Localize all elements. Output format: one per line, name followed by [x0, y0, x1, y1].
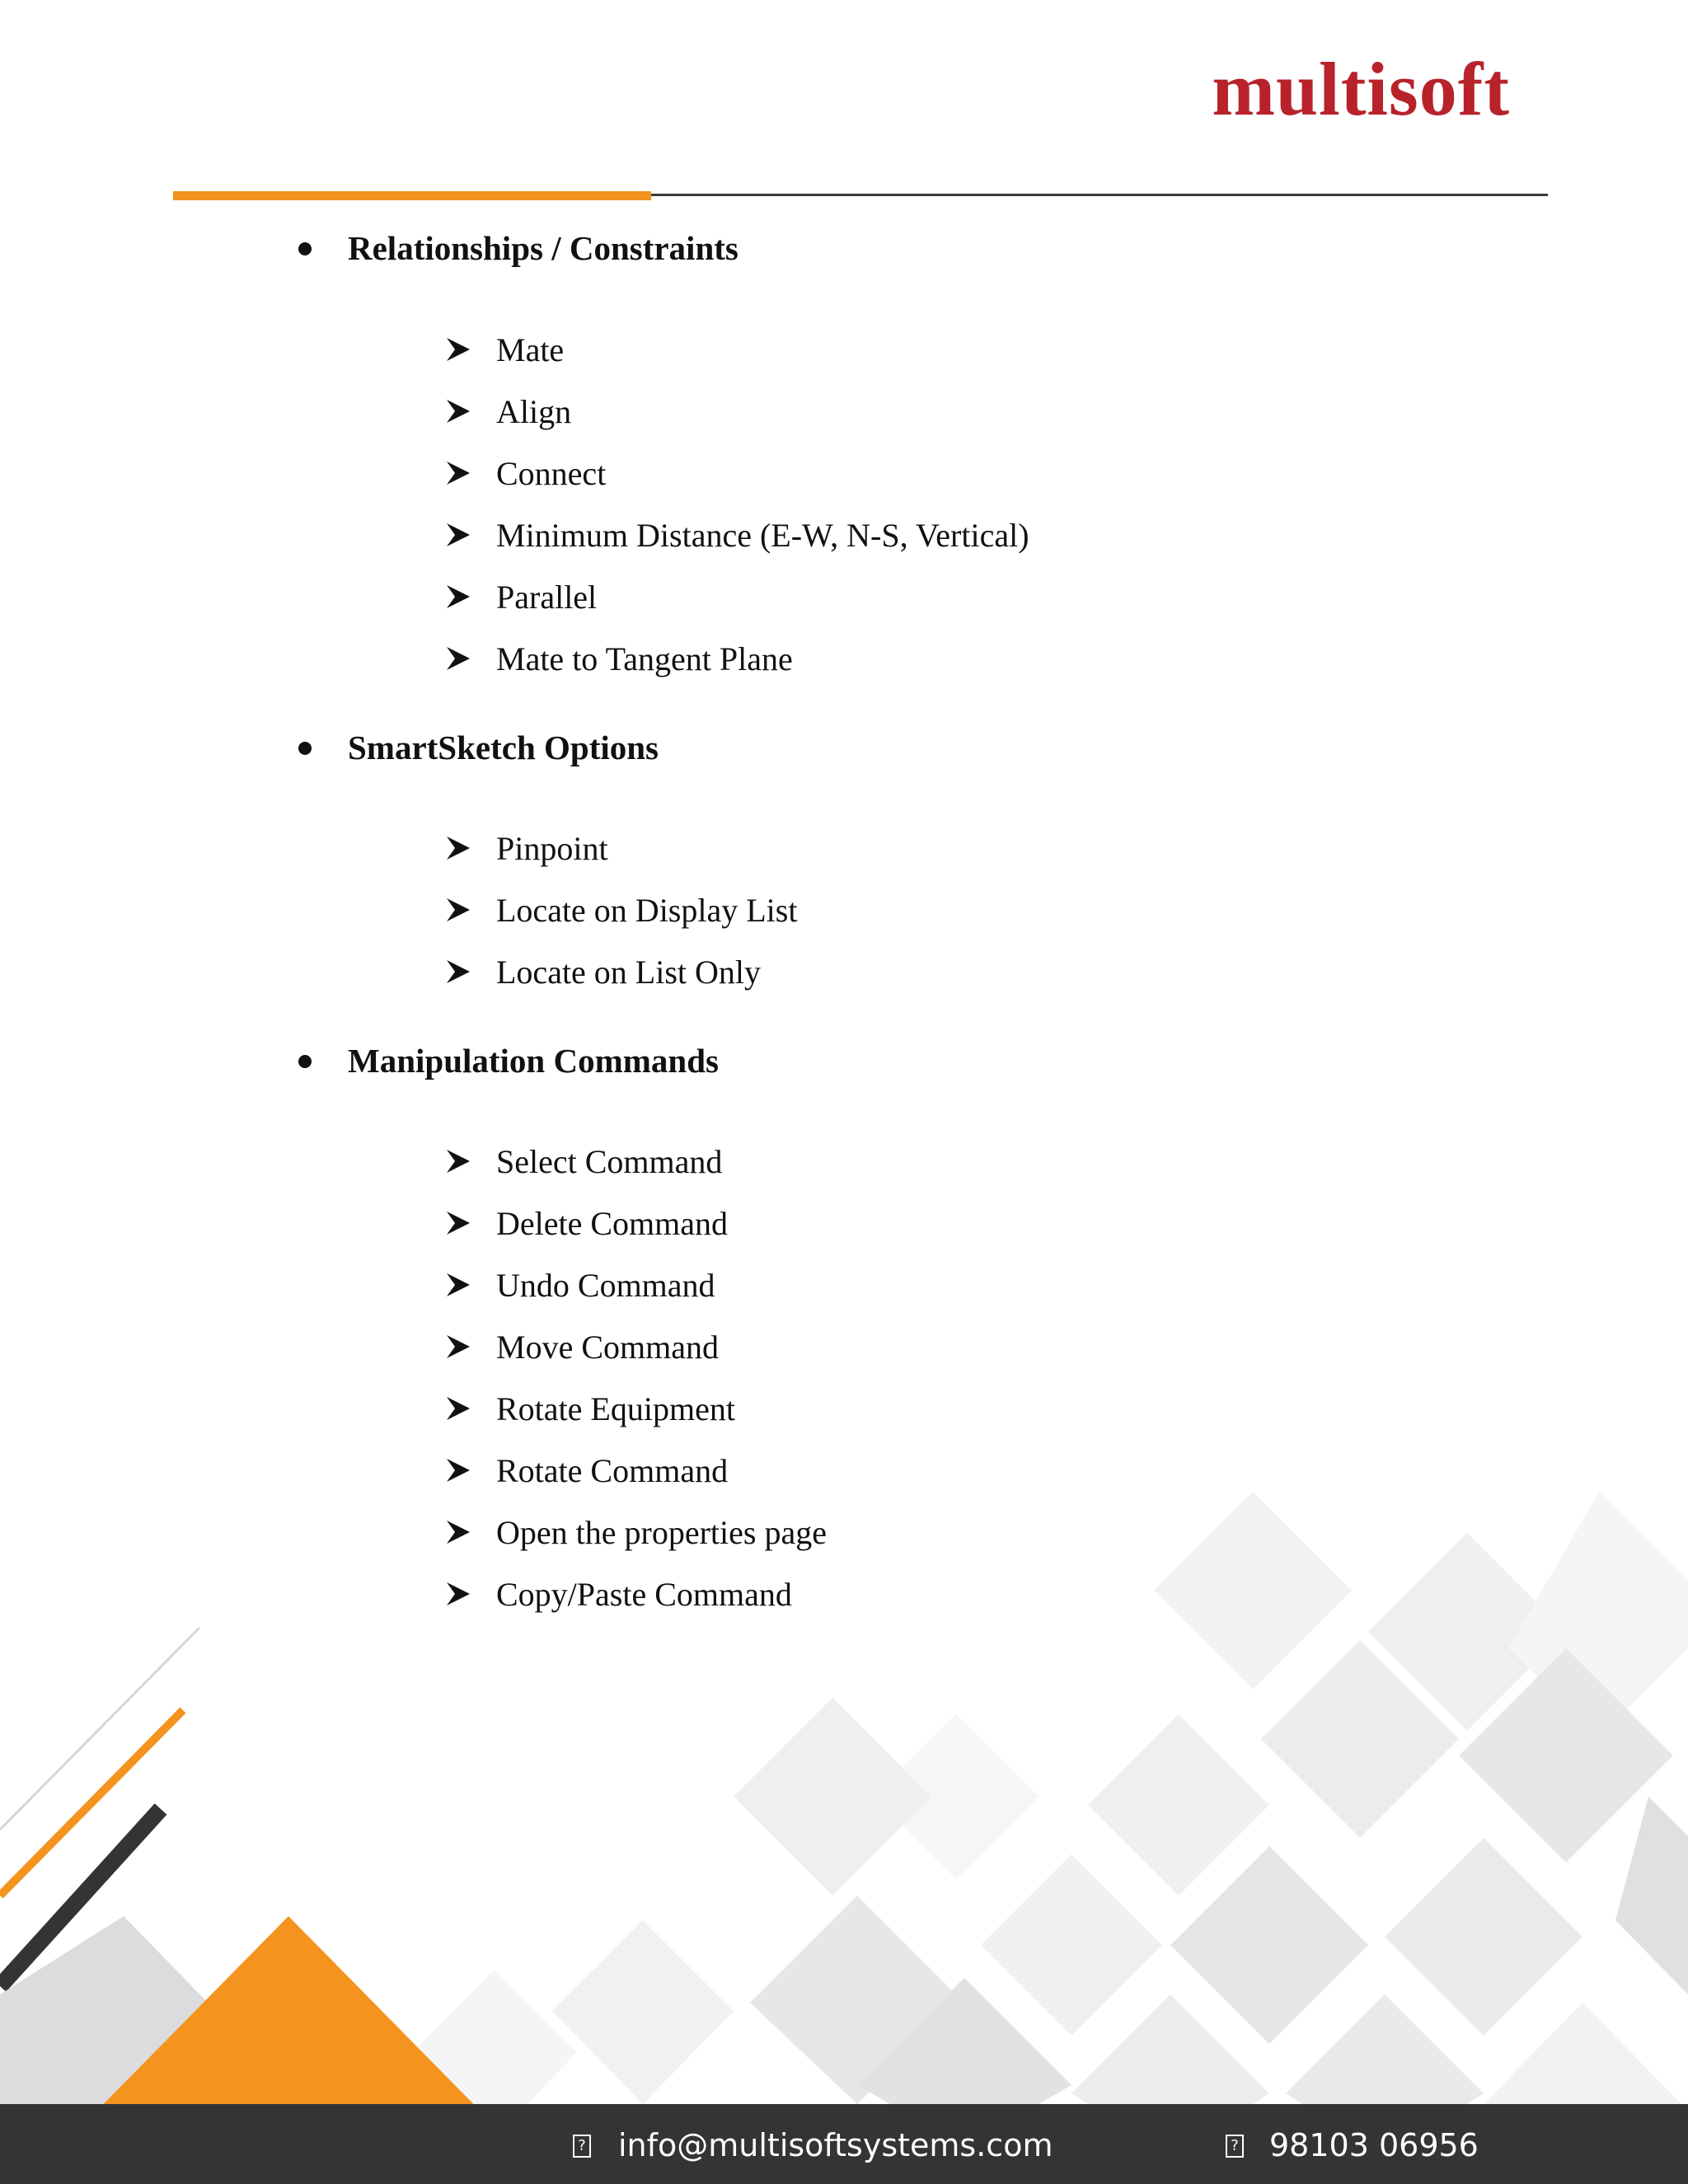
bullet-dot-icon	[298, 1055, 312, 1068]
arrowhead-bullet-icon	[445, 583, 471, 611]
arrowhead-bullet-icon	[445, 459, 471, 487]
list-item	[445, 824, 1517, 874]
list-item	[445, 1261, 1517, 1310]
section-heading: SmartSketch Options	[348, 729, 659, 766]
list-item	[445, 1446, 1517, 1496]
section-heading: Manipulation Commands	[348, 1042, 719, 1080]
arrowhead-bullet-icon	[445, 397, 471, 425]
arrowhead-bullet-icon	[445, 1580, 471, 1608]
list-item	[445, 1323, 1517, 1372]
arrowhead-bullet-icon	[445, 1333, 471, 1361]
list-item-label: Locate on List Only	[496, 954, 762, 991]
list-item-label: Rotate Equipment	[496, 1390, 735, 1427]
list-item	[445, 387, 1517, 437]
header-accent-bar	[173, 191, 651, 200]
list-item-label: Mate to Tangent Plane	[496, 640, 793, 677]
list-item-label: Align	[496, 393, 572, 430]
list-item	[445, 635, 1517, 684]
corner-stripes	[0, 1628, 199, 1986]
arrowhead-bullet-icon	[445, 1394, 471, 1422]
footer-email-link[interactable]: info@multisoftsystems.com	[618, 2127, 1053, 2163]
list-item	[445, 1570, 1517, 1619]
section-heading: Relationships / Constraints	[348, 229, 738, 267]
list-item-label: Pinpoint	[496, 830, 608, 867]
bullet-dot-icon	[298, 242, 312, 255]
list-item-label: Delete Command	[496, 1205, 729, 1242]
list-item-label: Connect	[496, 455, 607, 492]
arrowhead-bullet-icon	[445, 1518, 471, 1546]
list-item	[445, 573, 1517, 622]
list-item-label: Open the properties page	[496, 1514, 827, 1551]
list-item	[445, 948, 1517, 997]
arrowhead-bullet-icon	[445, 1456, 471, 1484]
list-item-label: Parallel	[496, 579, 598, 616]
list-item	[445, 1508, 1517, 1558]
arrowhead-bullet-icon	[445, 958, 471, 986]
list-item	[445, 1137, 1517, 1187]
arrowhead-bullet-icon	[445, 896, 471, 924]
bullet-dot-icon	[298, 742, 312, 755]
list-item	[445, 326, 1517, 375]
email-icon: ?	[573, 2135, 591, 2158]
phone-icon: ?	[1226, 2135, 1244, 2158]
multisoft-logo: multisoft	[1212, 47, 1510, 131]
list-item	[445, 1199, 1517, 1249]
list-item	[445, 511, 1517, 560]
arrowhead-bullet-icon	[445, 834, 471, 862]
list-item-label: Mate	[496, 331, 565, 368]
list-item-label: Rotate Command	[496, 1452, 729, 1489]
arrowhead-bullet-icon	[445, 1271, 471, 1299]
list-item-label: Minimum Distance (E-W, N-S, Vertical)	[496, 517, 1029, 554]
arrowhead-bullet-icon	[445, 1209, 471, 1237]
list-item-label: Locate on Display List	[496, 892, 798, 929]
list-item-label: Select Command	[496, 1143, 723, 1180]
arrowhead-bullet-icon	[445, 521, 471, 549]
list-item-label: Move Command	[496, 1329, 719, 1366]
list-item	[445, 1385, 1517, 1434]
footer-phone-link[interactable]: 98103 06956	[1269, 2127, 1479, 2163]
arrowhead-bullet-icon	[445, 1147, 471, 1175]
list-item-label: Copy/Paste Command	[496, 1576, 792, 1613]
list-item	[445, 449, 1517, 499]
arrowhead-bullet-icon	[445, 335, 471, 363]
list-item	[445, 886, 1517, 935]
arrowhead-bullet-icon	[445, 644, 471, 673]
list-item-label: Undo Command	[496, 1267, 715, 1304]
